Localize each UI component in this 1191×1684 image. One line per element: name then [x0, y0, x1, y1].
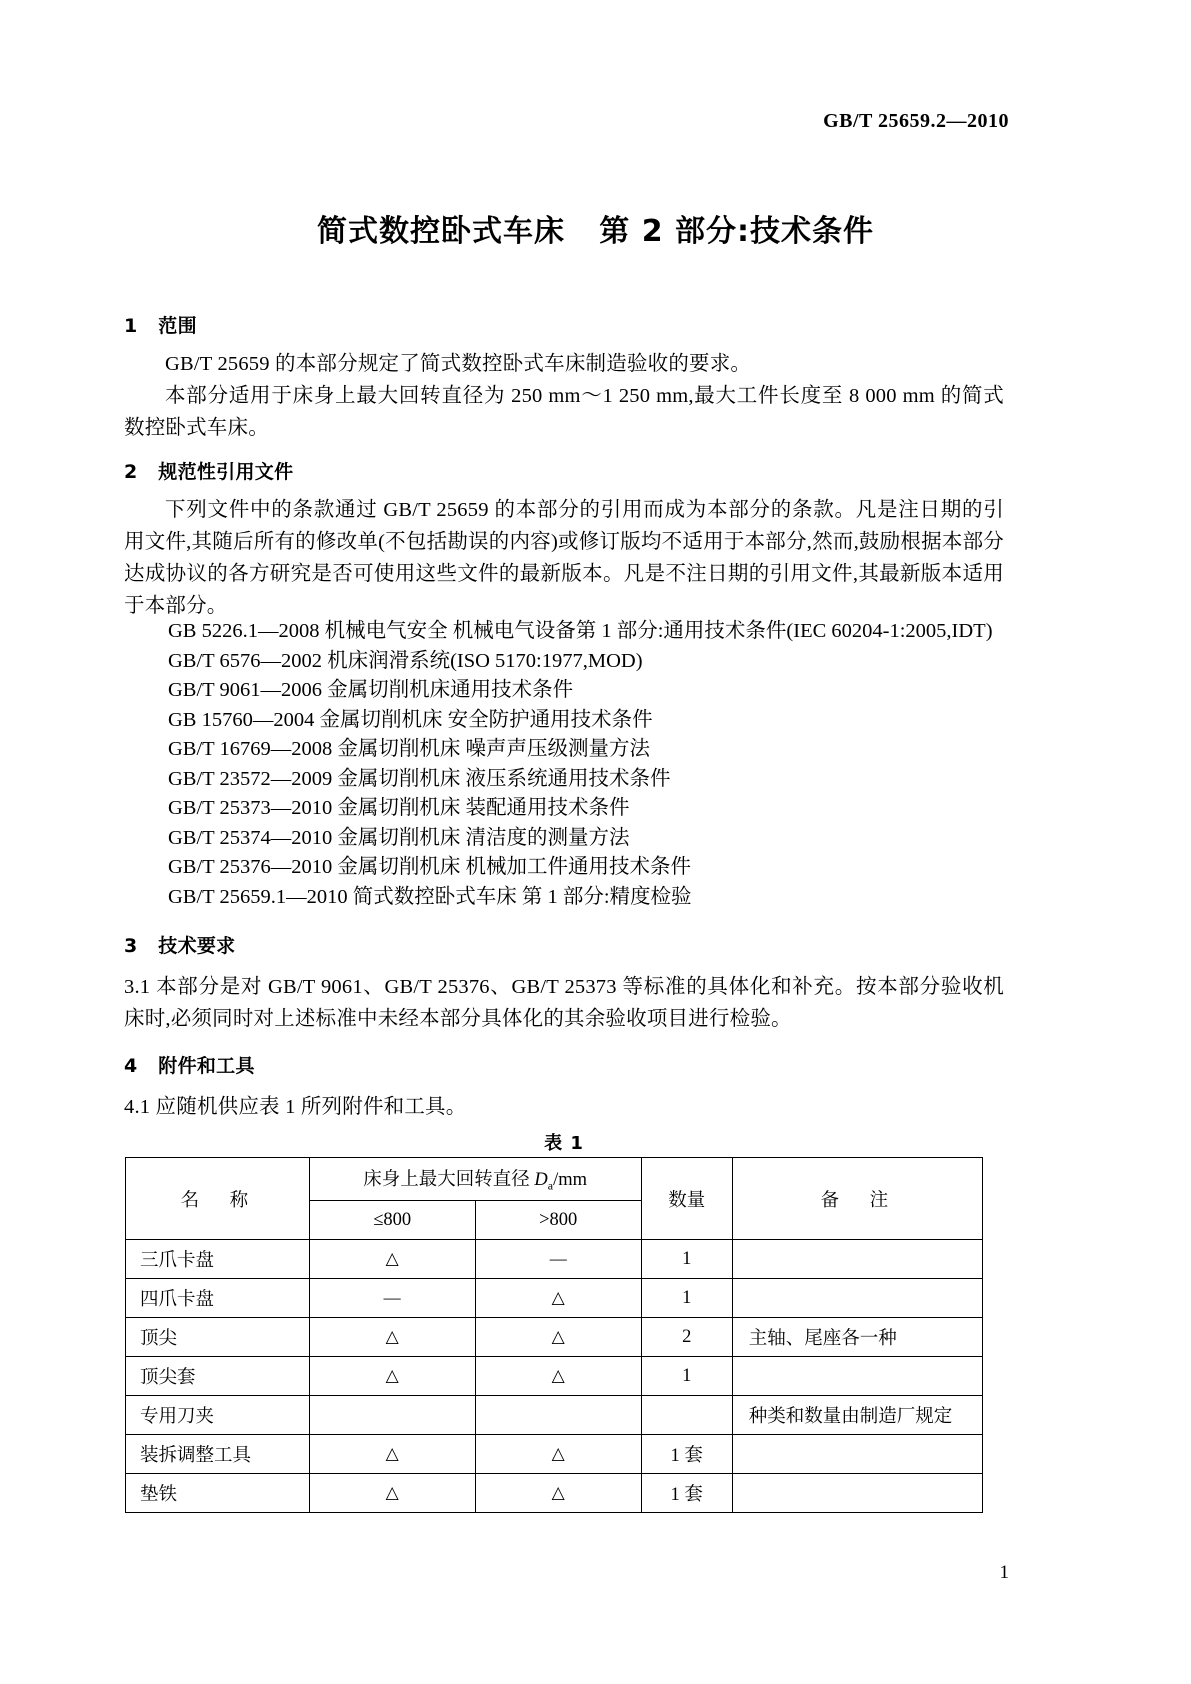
reference-item: GB/T 25659.1—2010 简式数控卧式车床 第 1 部分:精度检验 — [168, 885, 692, 908]
table-row — [126, 1318, 983, 1357]
table-1-accessories-and-tools — [125, 1157, 983, 1513]
page-number: 1 — [999, 1562, 1009, 1583]
normative-references-paragraph: 下列文件中的条款通过 GB/T 25659 的本部分的引用而成为本部分的条款。凡是注日期的引用文件,其随后所有的修改单(不包括勘误的内容)或修订版均不适用于本部分,然而,鼓励根据本部分达成协议的各方研究是否可使用这些文件的最新版本。凡是不注日期的引用文件,其最新版本适用于本部分。 — [124, 499, 1004, 617]
cell-quantity: 1 — [641, 1279, 732, 1318]
column-header-diameter-gt-800: >800 — [475, 1201, 641, 1240]
reference-item: GB/T 25373—2010 金属切削机床 装配通用技术条件 — [168, 797, 630, 819]
reference-item: GB/T 23572—2009 金属切削机床 液压系统通用技术条件 — [168, 767, 671, 790]
cell-quantity — [641, 1396, 732, 1435]
cell-remark: 主轴、尾座各一种 — [732, 1318, 982, 1357]
scope-paragraph-2: 本部分适用于床身上最大回转直径为 250 mm～1 250 mm,最大工件长度至 8 000 mm 的简式数控卧式车床。 — [124, 385, 1004, 439]
table-row — [126, 1279, 983, 1318]
column-header-diameter-le-800: ≤800 — [309, 1201, 475, 1240]
column-header-name: 名 称 — [126, 1158, 310, 1240]
column-header-diameter-unit: /mm — [553, 1169, 588, 1190]
clause-3-1-paragraph: 3.1 本部分是对 GB/T 9061、GB/T 25376、GB/T 25373 等标准的具体化和补充。按本部分验收机床时,必须同时对上述标准中未经本部分具体化的其余验收项目进行检验。 — [124, 976, 1004, 1030]
cell-quantity: 1 — [641, 1357, 732, 1396]
cell-gt-800: △ — [475, 1279, 641, 1318]
cell-name: 顶尖 — [126, 1318, 310, 1357]
cell-quantity: 1 套 — [641, 1474, 732, 1513]
cell-name: 四爪卡盘 — [126, 1279, 310, 1318]
cell-gt-800: — — [475, 1240, 641, 1279]
table-header — [126, 1158, 983, 1240]
scope-paragraph-1: GB/T 25659 的本部分规定了简式数控卧式车床制造验收的要求。 — [165, 353, 752, 375]
column-header-remark: 备 注 — [732, 1158, 982, 1240]
table-row — [126, 1435, 983, 1474]
cell-le-800: △ — [309, 1435, 475, 1474]
cell-remark: 种类和数量由制造厂规定 — [732, 1396, 982, 1435]
normative-reference-list — [124, 617, 1004, 912]
column-header-max-swing-diameter — [309, 1158, 641, 1201]
reference-item: GB/T 9061—2006 金属切削机床通用技术条件 — [168, 679, 574, 701]
cell-le-800: △ — [309, 1357, 475, 1396]
cell-name: 三爪卡盘 — [126, 1240, 310, 1279]
cell-name: 顶尖套 — [126, 1357, 310, 1396]
table-header-row-1 — [126, 1158, 983, 1201]
section-heading-scope: 1 范围 — [124, 315, 197, 337]
table-body — [126, 1240, 983, 1513]
cell-gt-800: △ — [475, 1357, 641, 1396]
reference-item: GB/T 25376—2010 金属切削机床 机械加工件通用技术条件 — [168, 856, 691, 878]
table-1-caption: 表 1 — [544, 1133, 584, 1154]
cell-remark — [732, 1357, 982, 1396]
reference-item: GB 5226.1—2008 机械电气安全 机械电气设备第 1 部分:通用技术条件(IEC 60204-1:2005,IDT) — [168, 620, 993, 642]
cell-remark — [732, 1279, 982, 1318]
cell-gt-800: △ — [475, 1474, 641, 1513]
reference-item: GB/T 16769—2008 金属切削机床 噪声声压级测量方法 — [168, 738, 650, 760]
section-heading-normative-references: 2 规范性引用文件 — [124, 461, 294, 483]
cell-remark — [732, 1474, 982, 1513]
cell-gt-800 — [475, 1396, 641, 1435]
reference-item: GB/T 25374—2010 金属切削机床 清洁度的测量方法 — [168, 826, 630, 849]
cell-le-800: △ — [309, 1240, 475, 1279]
cell-le-800 — [309, 1396, 475, 1435]
table-row — [126, 1357, 983, 1396]
cell-quantity: 1 套 — [641, 1435, 732, 1474]
column-header-quantity: 数量 — [641, 1158, 732, 1240]
reference-item: GB/T 6576—2002 机床润滑系统(ISO 5170:1977,MOD) — [168, 649, 643, 672]
cell-name: 垫铁 — [126, 1474, 310, 1513]
cell-name: 专用刀夹 — [126, 1396, 310, 1435]
cell-remark — [732, 1435, 982, 1474]
cell-gt-800: △ — [475, 1435, 641, 1474]
running-header-standard-number: GB/T 25659.2—2010 — [823, 110, 1009, 132]
table-row — [126, 1474, 983, 1513]
cell-le-800: △ — [309, 1474, 475, 1513]
cell-le-800: △ — [309, 1318, 475, 1357]
section-heading-accessories-and-tools: 4 附件和工具 — [124, 1055, 255, 1077]
cell-quantity: 2 — [641, 1318, 732, 1357]
clause-4-1-paragraph: 4.1 应随机供应表 1 所列附件和工具。 — [124, 1096, 467, 1118]
table-row — [126, 1396, 983, 1435]
cell-remark — [732, 1240, 982, 1279]
column-header-diameter-symbol: $D_a$ — [534, 1169, 554, 1193]
cell-quantity: 1 — [641, 1240, 732, 1279]
cell-name: 装拆调整工具 — [126, 1435, 310, 1474]
cell-le-800: — — [309, 1279, 475, 1318]
section-heading-technical-requirements: 3 技术要求 — [124, 935, 236, 957]
table-row — [126, 1240, 983, 1279]
cell-gt-800: △ — [475, 1318, 641, 1357]
reference-item: GB 15760—2004 金属切削机床 安全防护通用技术条件 — [168, 708, 653, 731]
column-header-diameter-prefix: 床身上最大回转直径 — [363, 1169, 535, 1190]
document-title: 简式数控卧式车床 第 2 部分:技术条件 — [316, 214, 875, 249]
